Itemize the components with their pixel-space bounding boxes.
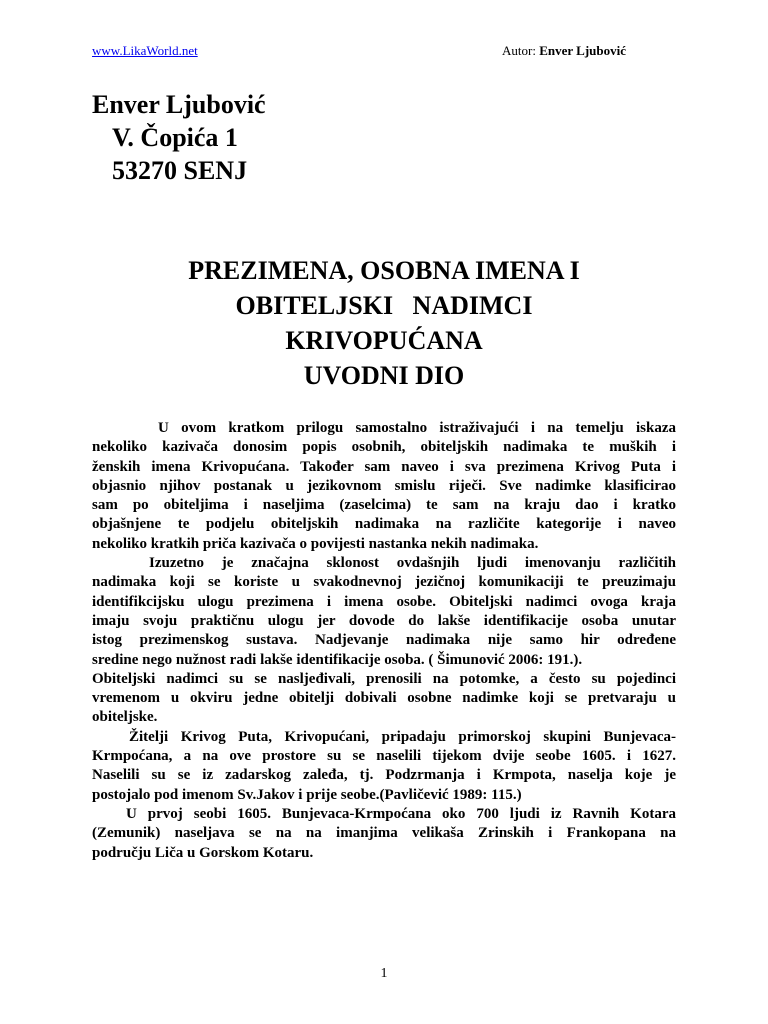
title-line-3: KRIVOPUĆANA xyxy=(285,326,483,355)
author-prefix: Autor: xyxy=(502,43,536,58)
title-line-1: PREZIMENA, OSOBNA IMENA I xyxy=(188,256,580,285)
body-line: objasnio njihov postanak u jezikovnom smislu riječi. Sve nadimke klasificirao xyxy=(92,477,676,494)
body-line: Naselili su se iz zadarskog zaleđa, tj. Podzrmanja i Krmpota, naselja koje je xyxy=(92,767,676,784)
body-line: sam po obiteljima i naseljima (zaselcima) te sam na kraju dao i kratko xyxy=(92,497,676,514)
address-name: Enver Ljubović xyxy=(92,90,266,119)
body-line: Izuzetno je značajna sklonost ovdašnjih ljudi imenovanju različitih xyxy=(149,555,676,572)
body-line: postojalo pod imenom Sv.Jakov i prije seobe.(Pavličević 1989: 115.) xyxy=(92,786,522,803)
author-address xyxy=(92,88,266,187)
title-line-4: UVODNI DIO xyxy=(303,361,465,390)
body-line: identifikcijsku ulogu prezimena i imena osobe. Obiteljski nadimci ovoga kraja xyxy=(92,593,676,610)
body-line: (Zemunik) naseljava se na na imanjima velikaša Zrinskih i Frankopana na xyxy=(92,825,676,842)
body-line: području Liča u Gorskom Kotaru. xyxy=(92,844,314,861)
body-line: U ovom kratkom prilogu samostalno istraživajući i na temelju iskaza xyxy=(158,420,676,436)
body-line: Obiteljski nadimci su se nasljeđivali, prenosili na potomke, a često su pojedinci xyxy=(92,670,676,687)
body-line: istog prezimenskog sustava. Nadjevanje nadimaka nije samo hir određene xyxy=(92,632,676,649)
body-line: nekoliko kazivača donosim popis osobnih, obiteljskih nadimaka te muških i xyxy=(92,439,676,456)
body-line: obiteljske. xyxy=(92,709,158,726)
address-street: V. Čopića 1 xyxy=(112,123,238,152)
body-line: imaju svoju praktičnu ulogu jer dovode do lakše identifikacije osoba unutar xyxy=(92,612,676,629)
header-author xyxy=(502,43,626,59)
address-city: 53270 SENJ xyxy=(112,156,248,185)
body-line: nekoliko kratkih priča kazivača o povijesti nastanka nekih nadimaka. xyxy=(92,535,539,552)
body-line: vremenom u okviru jedne obitelji dobivali osobne nadimke koji se pretvaraju u xyxy=(92,690,676,707)
body-line: Krmpoćana, a na ove prostore su se naselili tijekom dvije seobe 1605. i 1627. xyxy=(92,748,676,765)
body-line: nadimaka koji se koriste u svakodnevnoj jezičnoj komunikaciji te preuzimaju xyxy=(92,574,676,591)
site-link[interactable]: www.LikaWorld.net xyxy=(92,43,198,58)
body-line: ženskih imena Krivopućana. Također sam naveo i sva prezimena Krivog Puta i xyxy=(92,458,676,475)
body-line: objašnjene te podjelu obiteljskih nadimaka na različite kategorije i naveo xyxy=(92,516,676,533)
author-name: Enver Ljubović xyxy=(539,43,627,58)
body-line: Žitelji Krivog Puta, Krivopućani, pripadaju primorskoj skupini Bunjevaca- xyxy=(129,728,676,745)
document-title xyxy=(92,253,676,393)
body-line: U prvoj seobi 1605. Bunjevaca-Krmpoćana oko 700 ljudi iz Ravnih Kotara xyxy=(126,805,676,822)
title-line-2: OBITELJSKI NADIMCI xyxy=(235,291,533,320)
page-number: 1 xyxy=(380,966,388,981)
body-line: sredine nego nužnost radi lakše identifikacije osoba. ( Šimunović 2006: 191.). xyxy=(92,651,583,668)
body-text xyxy=(92,419,676,863)
